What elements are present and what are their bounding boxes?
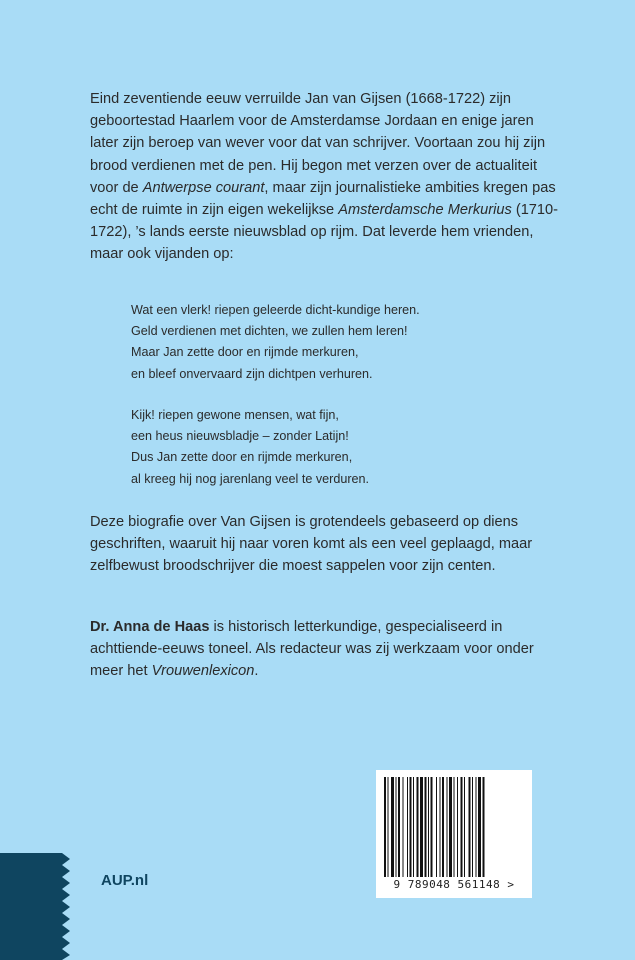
- poem-line: Geld verdienen met dichten, we zullen hem leren!: [131, 324, 408, 339]
- poem-line: en bleef onvervaard zijn dichtpen verhuren.: [131, 366, 373, 381]
- poem-stanza-1: [131, 300, 551, 385]
- poem-line: al kreeg hij nog jarenlang veel te verduren.: [131, 471, 370, 486]
- intro-text-3: (1710-1722), ’s lands eerste nieuwsblad op rijm. Dat leverde hem vrienden, maar ook vijanden op:: [90, 202, 559, 263]
- publisher-link[interactable]: AUP.nl: [101, 872, 149, 889]
- author-text-1: is historisch letterkundige, gespecialiseerd in achttiende-eeuws toneel. Als redacteur was zij werkzaam voor onder meer het: [90, 619, 534, 680]
- poem-stanza-2: [131, 405, 551, 490]
- poem-line: Maar Jan zette door en rijmde merkuren,: [131, 345, 359, 360]
- intro-paragraph: [90, 88, 560, 266]
- biography-paragraph: Deze biografie over Van Gijsen is grotendeels gebaseerd op diens geschriften, waaruit hij naar voren komt als een veel geplaagd, maar zelfbewust broodschrijver die moest sappelen voor zijn centen.: [90, 514, 533, 575]
- author-italic: Vrouwenlexicon: [151, 663, 255, 680]
- author-name: Dr. Anna de Haas: [90, 619, 210, 635]
- poem-line: Wat een vlerk! riepen geleerde dicht-kundige heren.: [131, 303, 420, 317]
- isbn-number: 9 789048 561148 >: [393, 878, 515, 891]
- poem-line: Kijk! riepen gewone mensen, wat fijn,: [131, 408, 339, 422]
- poem-line: een heus nieuwsbladje – zonder Latijn!: [131, 429, 349, 444]
- intro-text-1: Eind zeventiende eeuw verruilde Jan van Gijsen (1668-1722) zijn geboortestad Haarlem voor de Amsterdamse Jordaan en enige jaren later zijn beroep van wever voor dat van schrijver. Voortaan zou hij zijn brood verdienen met de pen. Hij begon met verzen over de actualiteit voor de: [90, 91, 546, 196]
- intro-text-2: , maar zijn journalistieke ambities kregen pas echt de ruimte in zijn eigen wekelijkse: [90, 179, 556, 219]
- poem-line: Dus Jan zette door en rijmde merkuren,: [131, 450, 353, 465]
- author-paragraph: [90, 616, 560, 683]
- barcode-bars: [384, 777, 524, 877]
- publisher-tab: [0, 853, 70, 960]
- intro-italic-1: Antwerpse courant: [142, 179, 265, 196]
- intro-italic-2: Amsterdamsche Merkurius: [338, 202, 512, 219]
- author-text-2: .: [254, 663, 259, 680]
- isbn-barcode: [376, 770, 532, 898]
